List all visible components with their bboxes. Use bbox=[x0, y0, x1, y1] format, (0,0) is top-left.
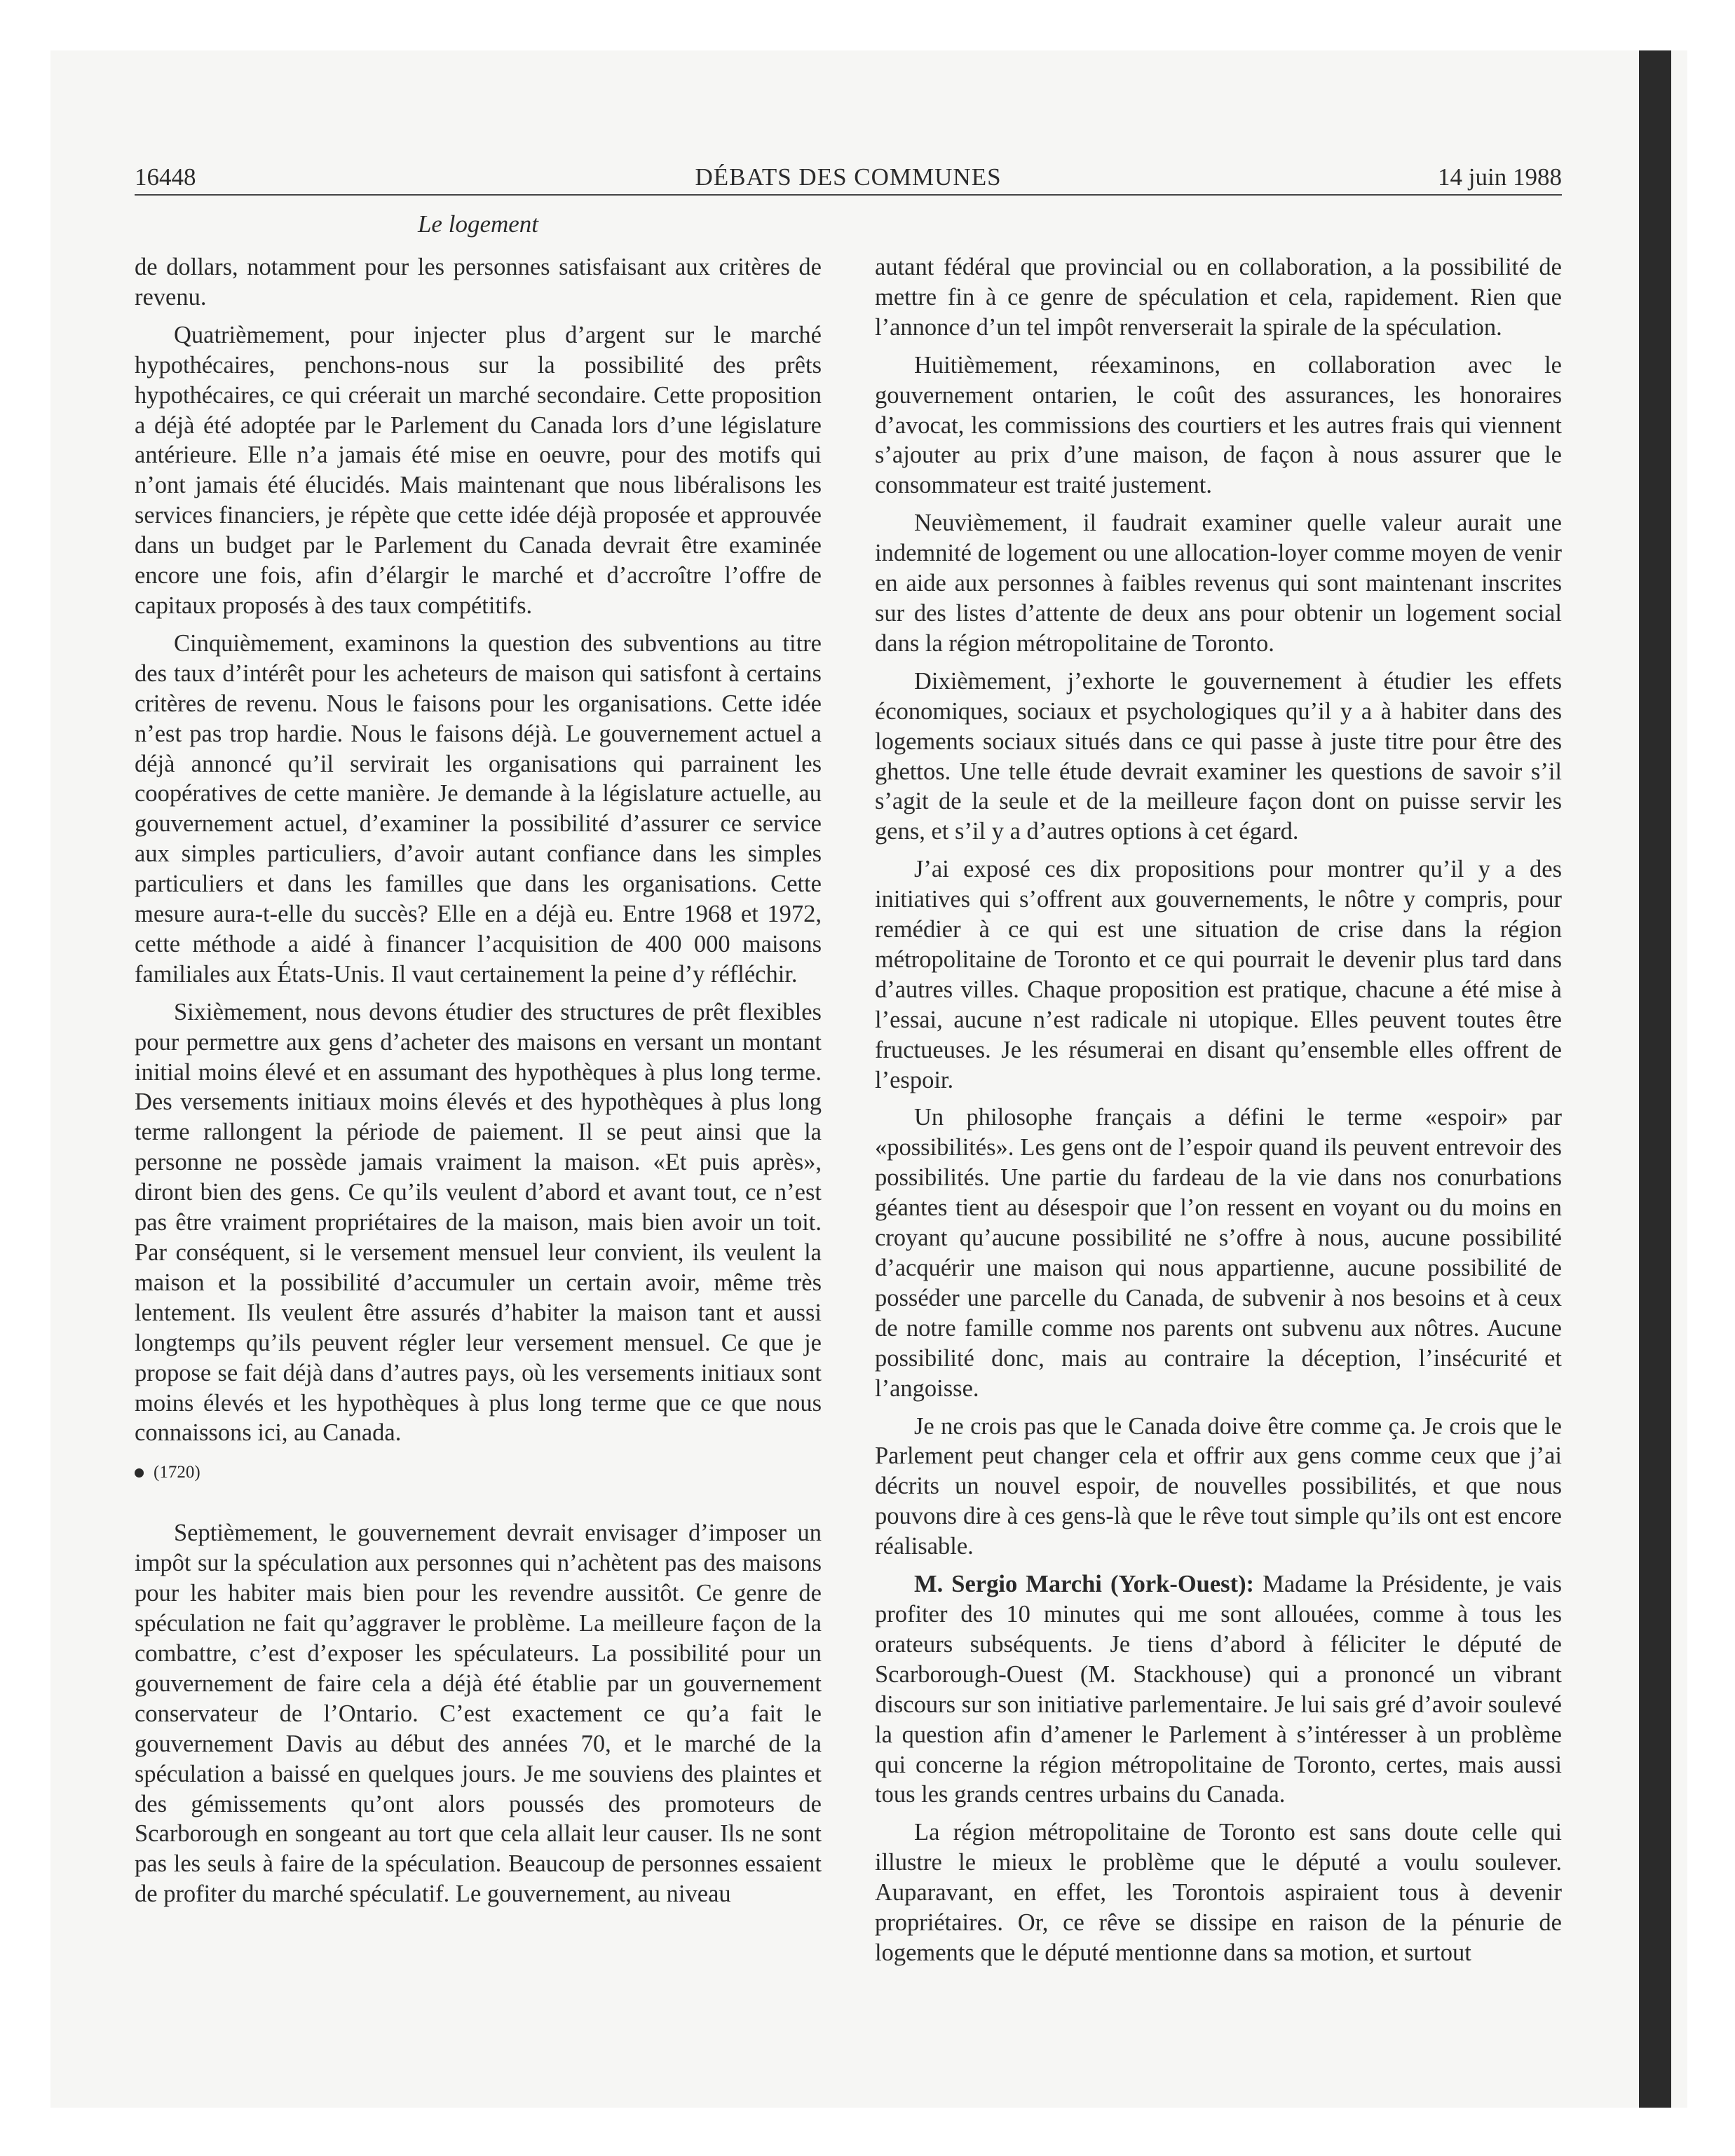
page-number: 16448 bbox=[135, 163, 196, 191]
timestamp-text: (1720) bbox=[154, 1463, 200, 1482]
paragraph: Sixièmement, nous devons étudier des structures de prêt flexibles pour permettre aux gens d’acheter des maisons en versant un montant initial moins élevé et en assumant des hypothèques à plus long terme. Des versements initiaux moins élevés et des hypothèques à plus long terme rallongent la période de paiement. Il se peut ainsi que la personne ne possède jamais vraiment la maison. «Et puis après», diront bien des gens. Ce qu’ils veulent d’abord et avant tout, ce n’est pas être vraiment propriétaires de la maison, mais bien avoir un toit. Par conséquent, si le versement mensuel leur convient, ils veulent la maison et la possibilité d’accumuler un certain avoir, même très lentement. Ils veulent être assurés d’habiter la maison tant et aussi longtemps qu’ils peuvent régler leur versement mensuel. Ce que je propose se fait déjà dans d’autres pays, où les versements initiaux sont moins élevés et les hypothèques à plus long terme que ce que nous connaissons ici, au Canada. bbox=[135, 998, 822, 1447]
paragraph: autant fédéral que provincial ou en collaboration, a la possibilité de mettre fin à ce genre de spéculation et cela, rapidement. Rien que l’annonce d’un tel impôt renverserait la spirale de la spéculation. bbox=[875, 254, 1562, 341]
paragraph: Un philosophe français a défini le terme «espoir» par «possibilités». Les gens ont de l’espoir quand ils peuvent entrevoir des possibilités. Une partie du fardeau de la vie dans nos conurbations géantes tient au désespoir que l’on ressent en voyant ou du moins en croyant qu’aucune possibilité ne s’offre à nous, aucune possibilité d’acquérir une maison qui nous appartienne, aucune possibilité de posséder une parcelle du Canada, de subvenir à nos besoins et à ceux de notre famille comme nos parents ont subvenu aux nôtres. Aucune possibilité donc, mais au contraire la déception, l’insécurité et l’angoisse. bbox=[875, 1104, 1562, 1402]
timestamp-marker bbox=[135, 1462, 822, 1483]
paragraph: Huitièmement, réexaminons, en collaboration avec le gouvernement ontarien, le coût des assurances, les honoraires d’avocat, les commissions des courtiers et les autres frais qui viennent s’ajouter au prix d’une maison, de façon à nous assurer que le consommateur est traité justement. bbox=[875, 351, 1562, 499]
speaker-name: M. Sergio Marchi (York-Ouest): bbox=[914, 1571, 1255, 1598]
paragraph: La région métropolitaine de Toronto est sans doute celle qui illustre le mieux le problème que le député a voulu soulever. Auparavant, en effet, les Torontois aspiraient tous à devenir propriétaires. Or, ce rêve se dissipe en raison de la pénurie de logements que le député mentionne dans sa motion, et surtout bbox=[875, 1819, 1562, 1966]
paragraph: Cinquièmement, examinons la question des subventions au titre des taux d’intérêt pour les acheteurs de maison qui satisfont à certains critères de revenu. Nous le faisons pour les organisations. Cette idée n’est pas trop hardie. Nous le faisons déjà. Le gouvernement actuel a déjà annoncé qu’il servirait les organisations qui parrainent les coopératives de cette manière. Je demande à la législature actuelle, au gouvernement actuel, d’examiner la possibilité d’assurer ce service aux simples particuliers, d’avoir autant confiance dans les simples particuliers et dans les familles que dans les organisations. Cette mesure aura-t-elle du succès? Elle en a déjà eu. Entre 1968 et 1972, cette méthode a aidé à financer l’acquisition de 400 000 maisons familiales aux États-Unis. Il vaut certainement la peine d’y réfléchir. bbox=[135, 629, 822, 988]
paragraph: Je ne crois pas que le Canada doive être comme ça. Je crois que le Parlement peut changer cela et offrir aux gens comme ceux que j’ai décrits un nouvel espoir, de nouvelles possibilités, et que nous pouvons dire à ces gens-là que le rêve tout simple qu’ils ont est encore réalisable. bbox=[875, 1412, 1562, 1560]
bullet-icon bbox=[135, 1468, 144, 1478]
paragraph: J’ai exposé ces dix propositions pour montrer qu’il y a des initiatives qui s’offrent aux gouvernements, le nôtre y compris, pour remédier à ce qui est une situation de crise dans la région métropolitaine de Toronto et ce qui pourrait le devenir plus tard dans d’autres villes. Chaque proposition est pratique, chacune a été mise à l’essai, aucune n’est radicale ni utopique. Elles peuvent toutes être fructueuses. Je les résumerai en disant qu’ensemble elles offrent de l’espoir. bbox=[875, 856, 1562, 1093]
paragraph: Neuvièmement, il faudrait examiner quelle valeur aurait une indemnité de logement ou une allocation-loyer comme moyen de venir en aide aux personnes à faibles revenus qui sont maintenant inscrites sur des listes d’attente de deux ans pour obtenir un logement social dans la région métropolitaine de Toronto. bbox=[875, 510, 1562, 657]
paragraph: Septièmement, le gouvernement devrait envisager d’imposer un impôt sur la spéculation aux personnes qui n’achètent pas des maisons pour les habiter mais bien pour les revendre aussitôt. Ce genre de spéculation ne fait qu’aggraver le problème. La meilleure façon de la combattre, c’est d’exposer les spéculateurs. La possibilité pour un gouvernement de faire cela a déjà été établie par un gouvernement conservateur de l’Ontario. C’est exactement ce qu’a fait le gouvernement Davis au début des années 70, et le marché de la spéculation a baissé en quelques jours. Je me souviens des plaintes et des gémissements qu’ont alors poussés des promoteurs de Scarborough en songeant au tort que cela allait leur causer. Ils ne sont pas les seuls à faire de la spéculation. Beaucoup de personnes essaient de profiter du marché spéculatif. Le gouvernement, au niveau bbox=[135, 1520, 822, 1908]
page-date: 14 juin 1988 bbox=[1438, 163, 1562, 191]
publication-title: DÉBATS DES COMMUNES bbox=[695, 163, 1002, 191]
speech-paragraph bbox=[875, 1569, 1562, 1810]
scan-edge-bar bbox=[1639, 50, 1671, 2108]
paragraph: Quatrièmement, pour injecter plus d’argent sur le marché hypothécaires, penchons-nous sur la possibilité des prêts hypothécaires, ce qui créerait un marché secondaire. Cette proposition a déjà été adoptée par le Parlement du Canada lors d’une législature antérieure. Elle n’a jamais été mise en oeuvre, pour des motifs qui n’ont jamais été élucidés. Mais maintenant que nous libéralisons les services financiers, je répète que cette idée déjà proposée et approuvée dans un budget par le Parlement du Canada devrait être examinée encore une fois, afin d’élargir le marché et d’accroître l’offre de capitaux proposés à des taux compétitifs. bbox=[135, 321, 822, 619]
paragraph: Dixièmement, j’exhorte le gouvernement à étudier les effets économiques, sociaux et psychologiques qu’il y a à habiter dans des logements sociaux situés dans ce qui passe à juste titre pour être des ghettos. Une telle étude devrait examiner les questions de savoir s’il s’agit de la seule et de la meilleure façon dont on puisse servir les gens, et s’il y a d’autres options à cet égard. bbox=[875, 667, 1562, 845]
speech-text: Madame la Présidente, je vais profiter des 10 minutes qui me sont allouées, comme à tous les orateurs subséquents. Je tiens d’abord à féliciter le député de Scarborough-Ouest (M. Stackhouse) qui a prononcé un vibrant discours sur son initiative parlementaire. Je lui sais gré d’avoir soulevé la question afin d’amener le Parlement à s’intéresser à un problème qui concerne la région métropolitaine de Toronto, certes, mais aussi tous les grands centres urbains du Canada. bbox=[875, 1571, 1562, 1808]
left-column bbox=[135, 252, 822, 1917]
right-column bbox=[875, 252, 1562, 1976]
paragraph: de dollars, notamment pour les personnes satisfaisant aux critères de revenu. bbox=[135, 254, 822, 311]
page-header bbox=[135, 163, 1562, 196]
section-title: Le logement bbox=[417, 210, 539, 238]
